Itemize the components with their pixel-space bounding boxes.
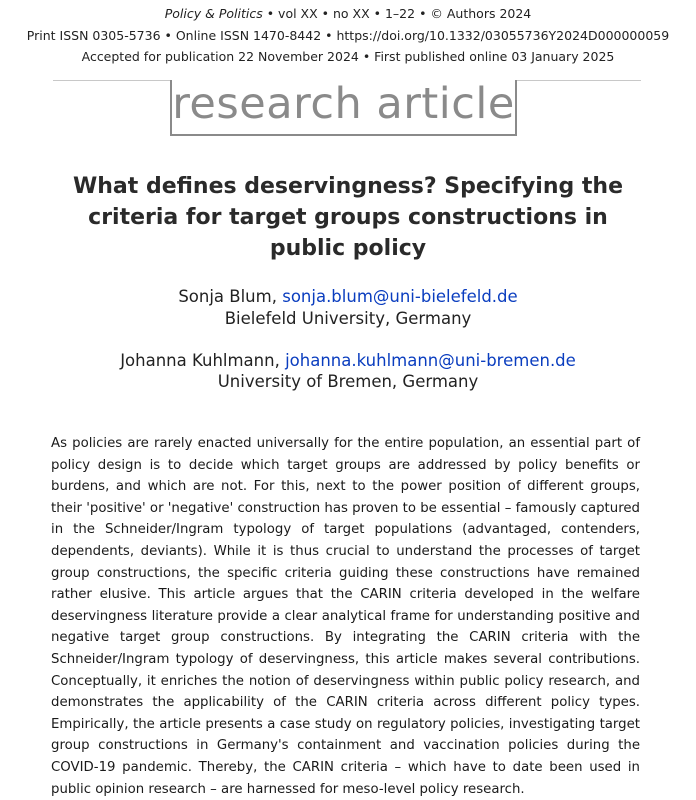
journal-name: Policy & Politics: [164, 6, 263, 21]
author-2: [0, 350, 696, 372]
author-1: [0, 286, 696, 308]
abstract: As policies are rarely enacted universally for the entire population, an essential part of policy design is to decide which target groups are addressed by policy benefits or burdens, and which are not. For this, next to the power position of different groups, their 'positive' or 'negative' construction has proven to be essential – famously captured in the Schneider/Ingram typology of target populations (advantaged, contenders, dependents, deviants). While it is thus crucial to understand the processes of target group constructions, the specific criteria guiding these constructions have remained rather elusive. This article argues that the CARIN criteria developed in the welfare deservingness literature provide a clear analytical frame for understanding positive and negative target group constructions. By integrating the CARIN criteria with the Schneider/Ingram typology of deservingness, this article makes several contributions. Conceptually, it enriches the notion of deservingness within public policy research, and demonstrates the applicability of the CARIN criteria across different policy types. Empirically, the article presents a case study on regulatory policies, investigating target group constructions in Germany's containment and vaccination policies during the COVID-19 pandemic. Thereby, the CARIN criteria – which have to date been used in public opinion research – are harnessed for meso-level policy research.: [51, 436, 640, 797]
author-1-affiliation: Bielefeld University, Germany: [224, 309, 472, 328]
issue-info: • vol XX • no XX • 1–22 • © Authors 2024: [262, 6, 532, 21]
publication-dates-line: Accepted for publication 22 November 2024 • First published online 03 January 2025: [81, 49, 615, 64]
author-name: Sonja Blum,: [178, 287, 277, 306]
journal-citation-line: [0, 6, 696, 21]
author-name: Johanna Kuhlmann,: [120, 351, 280, 370]
article-type-banner: [170, 80, 517, 136]
author-email-link[interactable]: sonja.blum@uni-bielefeld.de: [282, 287, 518, 306]
issn-doi-line: Print ISSN 0305-5736 • Online ISSN 1470-8442 • https://doi.org/10.1332/03055736Y2024D000000059: [26, 28, 670, 43]
article-type-label: research article: [172, 79, 515, 129]
article-title: What defines deservingness? Specifying the criteria for target groups constructions in public policy: [73, 174, 623, 261]
author-2-affiliation: University of Bremen, Germany: [217, 372, 479, 391]
author-email-link[interactable]: johanna.kuhlmann@uni-bremen.de: [285, 351, 576, 370]
